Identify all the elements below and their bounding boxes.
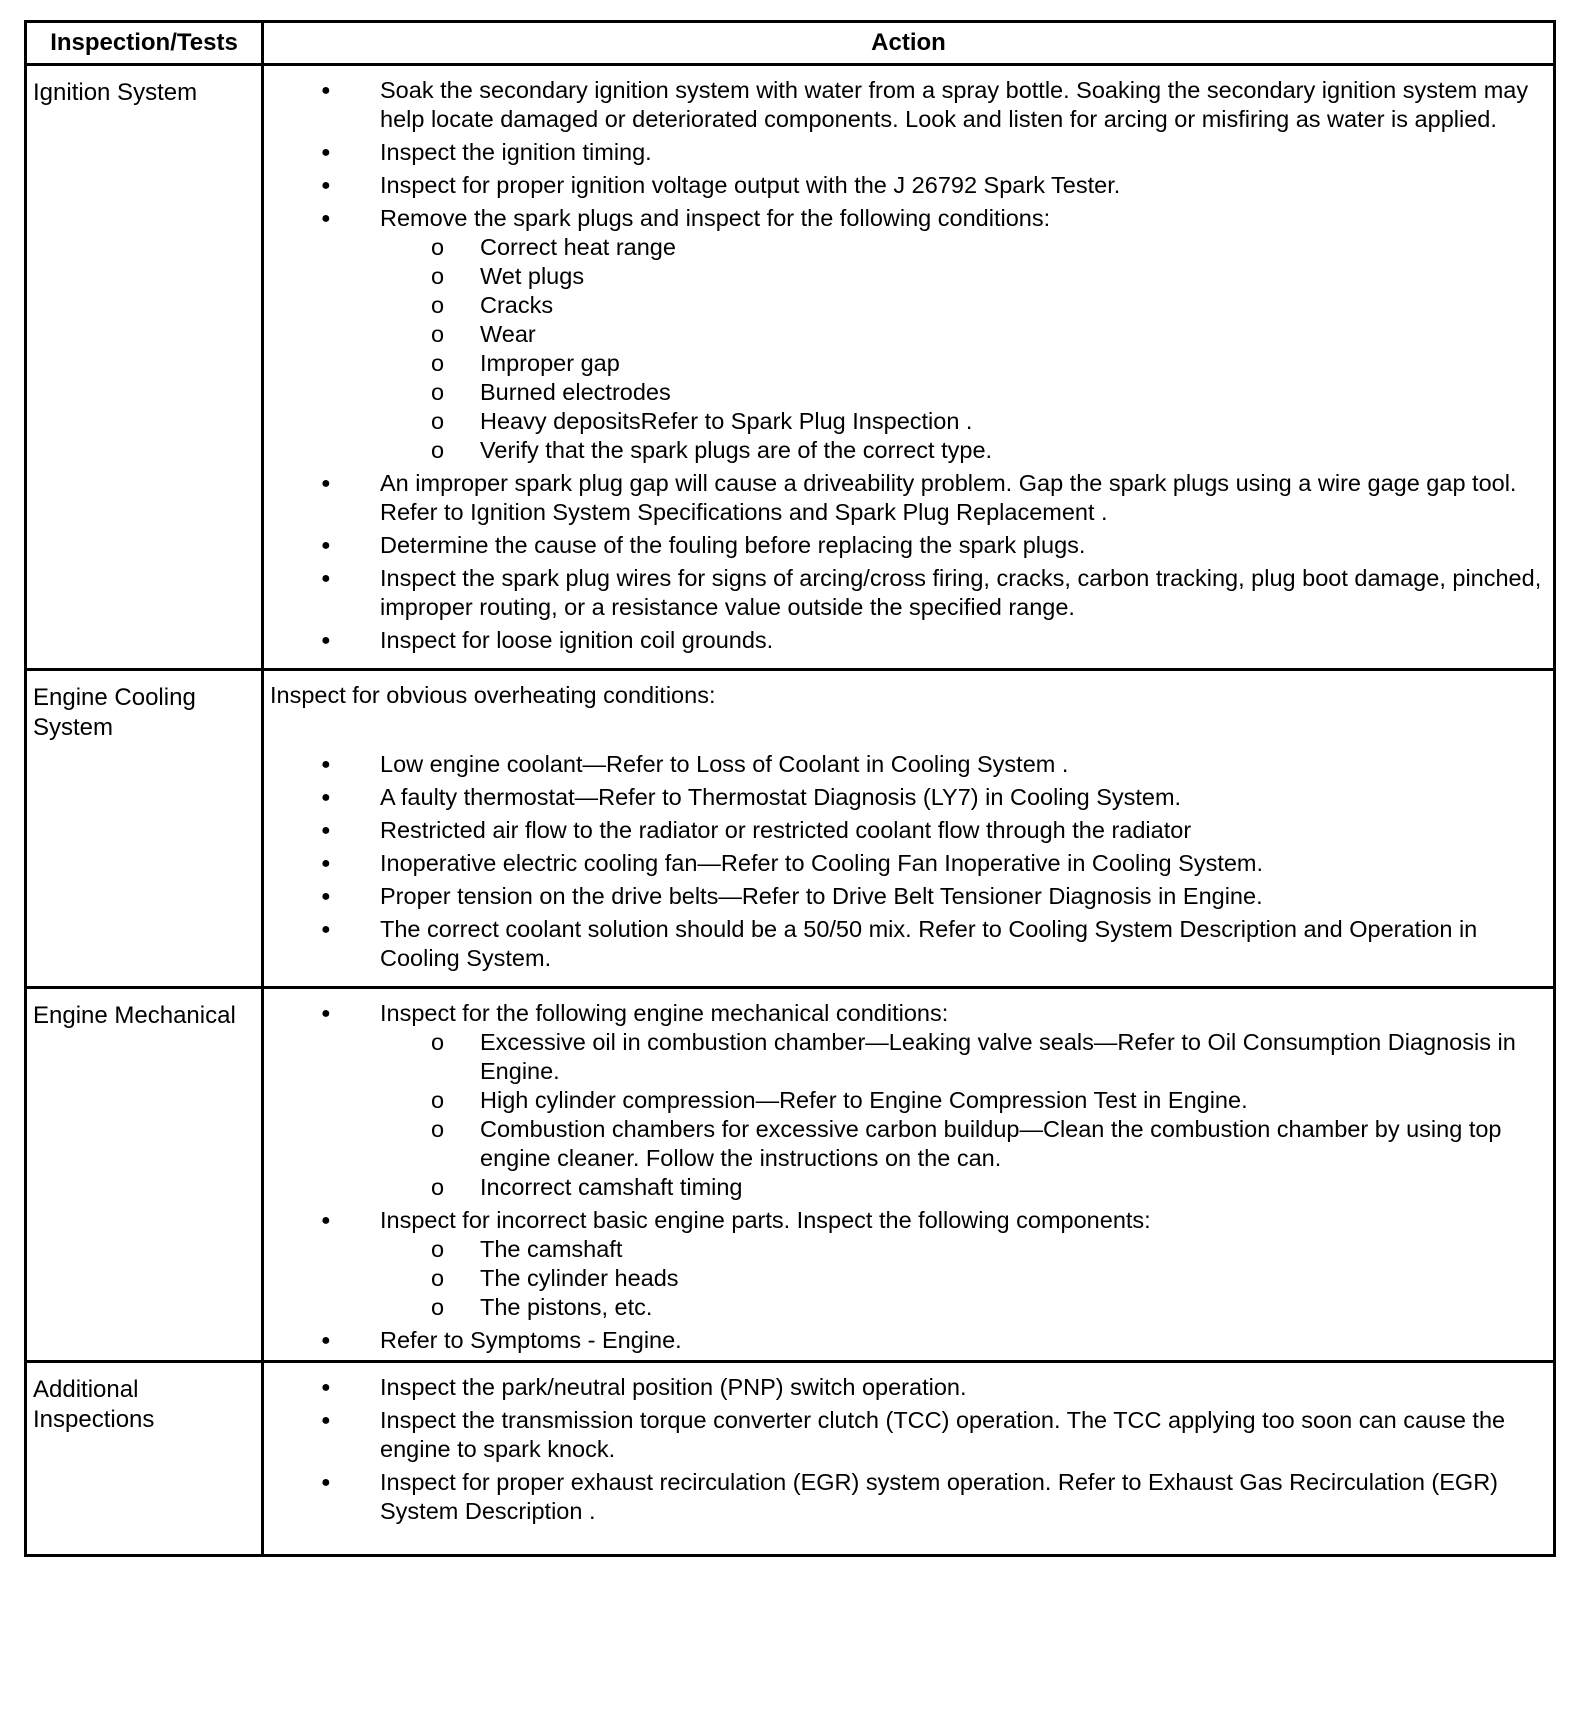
action-bullet: [380, 626, 1543, 655]
action-bullet: [380, 1406, 1543, 1464]
action-bullet-text: Inspect for proper exhaust recirculation (EGR) system operation. Refer to Exhaust Gas Recirculation (EGR) System Description .: [380, 1469, 1499, 1524]
action-bullet-text: Restricted air flow to the radiator or restricted coolant flow through the radiator: [380, 817, 1192, 843]
action-cell: [263, 65, 1555, 670]
action-bullet-text: Inoperative electric cooling fan—Refer to Cooling Fan Inoperative in Cooling System.: [380, 850, 1264, 876]
action-bullet-text: Inspect the ignition timing.: [380, 139, 652, 165]
sub-list: [380, 233, 1543, 465]
header-inspection-tests: Inspection/Tests: [26, 22, 263, 65]
action-bullet: [380, 1373, 1543, 1402]
sub-item: o Cracks: [480, 291, 1543, 320]
action-bullet-text: The correct coolant solution should be a 50/50 mix. Refer to Cooling System Description and Operation in Cooling System.: [380, 916, 1478, 971]
sub-item: o Wear: [480, 320, 1543, 349]
sub-item: o Improper gap: [480, 349, 1543, 378]
sub-list: [380, 1235, 1543, 1322]
action-bullet: [380, 849, 1543, 878]
sub-item: o Heavy depositsRefer to Spark Plug Inspection .: [480, 407, 1543, 436]
action-cell: [263, 670, 1555, 988]
action-bullet-text: Inspect for the following engine mechanical conditions:: [380, 1000, 949, 1026]
row-engine-mechanical: [26, 988, 1555, 1362]
action-bullet-text: Soak the secondary ignition system with water from a spray bottle. Soaking the secondary ignition system may help locate damaged or deteriorated components. Look and listen for arcing or misfiring as water is applied.: [380, 77, 1529, 132]
action-list: [270, 76, 1543, 655]
sub-list: [380, 1028, 1543, 1202]
action-bullet: [380, 999, 1543, 1202]
action-bullet: [380, 1468, 1543, 1526]
sub-item: o Verify that the spark plugs are of the correct type.: [480, 436, 1543, 465]
sub-item: o Burned electrodes: [480, 378, 1543, 407]
inspection-label: Ignition System: [26, 65, 263, 670]
action-bullet-text: Inspect for loose ignition coil grounds.: [380, 627, 774, 653]
action-bullet: [380, 783, 1543, 812]
action-bullet-text: Inspect the transmission torque converter clutch (TCC) operation. The TCC applying too soon can cause the engine to spark knock.: [380, 1407, 1506, 1462]
sub-item: o Combustion chambers for excessive carbon buildup—Clean the combustion chamber by using top engine cleaner. Follow the instructions on the can.: [480, 1115, 1543, 1173]
action-list: [270, 1373, 1543, 1526]
action-bullet: [380, 531, 1543, 560]
sub-item: o High cylinder compression—Refer to Engine Compression Test in Engine.: [480, 1086, 1543, 1115]
action-bullet-text: Inspect the spark plug wires for signs of arcing/cross firing, cracks, carbon tracking, plug boot damage, pinched, improper routing, or a resistance value outside the specified range.: [380, 565, 1542, 620]
inspection-label: Engine Mechanical: [26, 988, 263, 1362]
sub-item: o Incorrect camshaft timing: [480, 1173, 1543, 1202]
action-list: [270, 750, 1543, 973]
action-bullet: [380, 76, 1543, 134]
header-row: [26, 22, 1555, 65]
sub-item: o The pistons, etc.: [480, 1293, 1543, 1322]
inspection-label: Engine Cooling System: [26, 670, 263, 988]
action-bullet: [380, 564, 1543, 622]
header-action: Action: [263, 22, 1555, 65]
row-engine-cooling-system: [26, 670, 1555, 988]
action-bullet: [380, 882, 1543, 911]
action-cell: [263, 988, 1555, 1362]
action-bullet-text: Proper tension on the drive belts—Refer to Drive Belt Tensioner Diagnosis in Engine.: [380, 883, 1263, 909]
sub-item: o Wet plugs: [480, 262, 1543, 291]
sub-item: o The camshaft: [480, 1235, 1543, 1264]
inspection-table: [24, 20, 1556, 1557]
action-bullet: [380, 171, 1543, 200]
row-additional-inspections: [26, 1362, 1555, 1556]
action-cell: [263, 1362, 1555, 1556]
action-bullet-text: Low engine coolant—Refer to Loss of Coolant in Cooling System .: [380, 751, 1069, 777]
sub-item: o The cylinder heads: [480, 1264, 1543, 1293]
sub-item: o Correct heat range: [480, 233, 1543, 262]
action-bullet-text: Remove the spark plugs and inspect for the following conditions:: [380, 205, 1051, 231]
action-bullet: [380, 915, 1543, 973]
action-bullet-text: A faulty thermostat—Refer to Thermostat Diagnosis (LY7) in Cooling System.: [380, 784, 1182, 810]
row-ignition-system: [26, 65, 1555, 670]
action-bullet-text: An improper spark plug gap will cause a driveability problem. Gap the spark plugs using a wire gage gap tool. Refer to Ignition System Specifications and Spark Plug Replacement .: [380, 470, 1517, 525]
action-bullet: [380, 204, 1543, 465]
action-bullet: [380, 138, 1543, 167]
action-bullet: [380, 750, 1543, 779]
sub-item: o Excessive oil in combustion chamber—Leaking valve seals—Refer to Oil Consumption Diagnosis in Engine.: [480, 1028, 1543, 1086]
action-bullet-text: Inspect for incorrect basic engine parts. Inspect the following components:: [380, 1207, 1151, 1233]
action-bullet-text: Inspect the park/neutral position (PNP) switch operation.: [380, 1374, 967, 1400]
action-bullet: [380, 1326, 1543, 1355]
action-bullet-text: Inspect for proper ignition voltage output with the J 26792 Spark Tester.: [380, 172, 1121, 198]
action-bullet: [380, 1206, 1543, 1322]
action-intro: Inspect for obvious overheating conditions:: [270, 682, 716, 708]
action-list: [270, 999, 1543, 1355]
action-bullet-text: Determine the cause of the fouling before replacing the spark plugs.: [380, 532, 1086, 558]
action-bullet: [380, 816, 1543, 845]
action-bullet: [380, 469, 1543, 527]
inspection-label: Additional Inspections: [26, 1362, 263, 1556]
action-bullet-text: Refer to Symptoms - Engine.: [380, 1327, 682, 1353]
